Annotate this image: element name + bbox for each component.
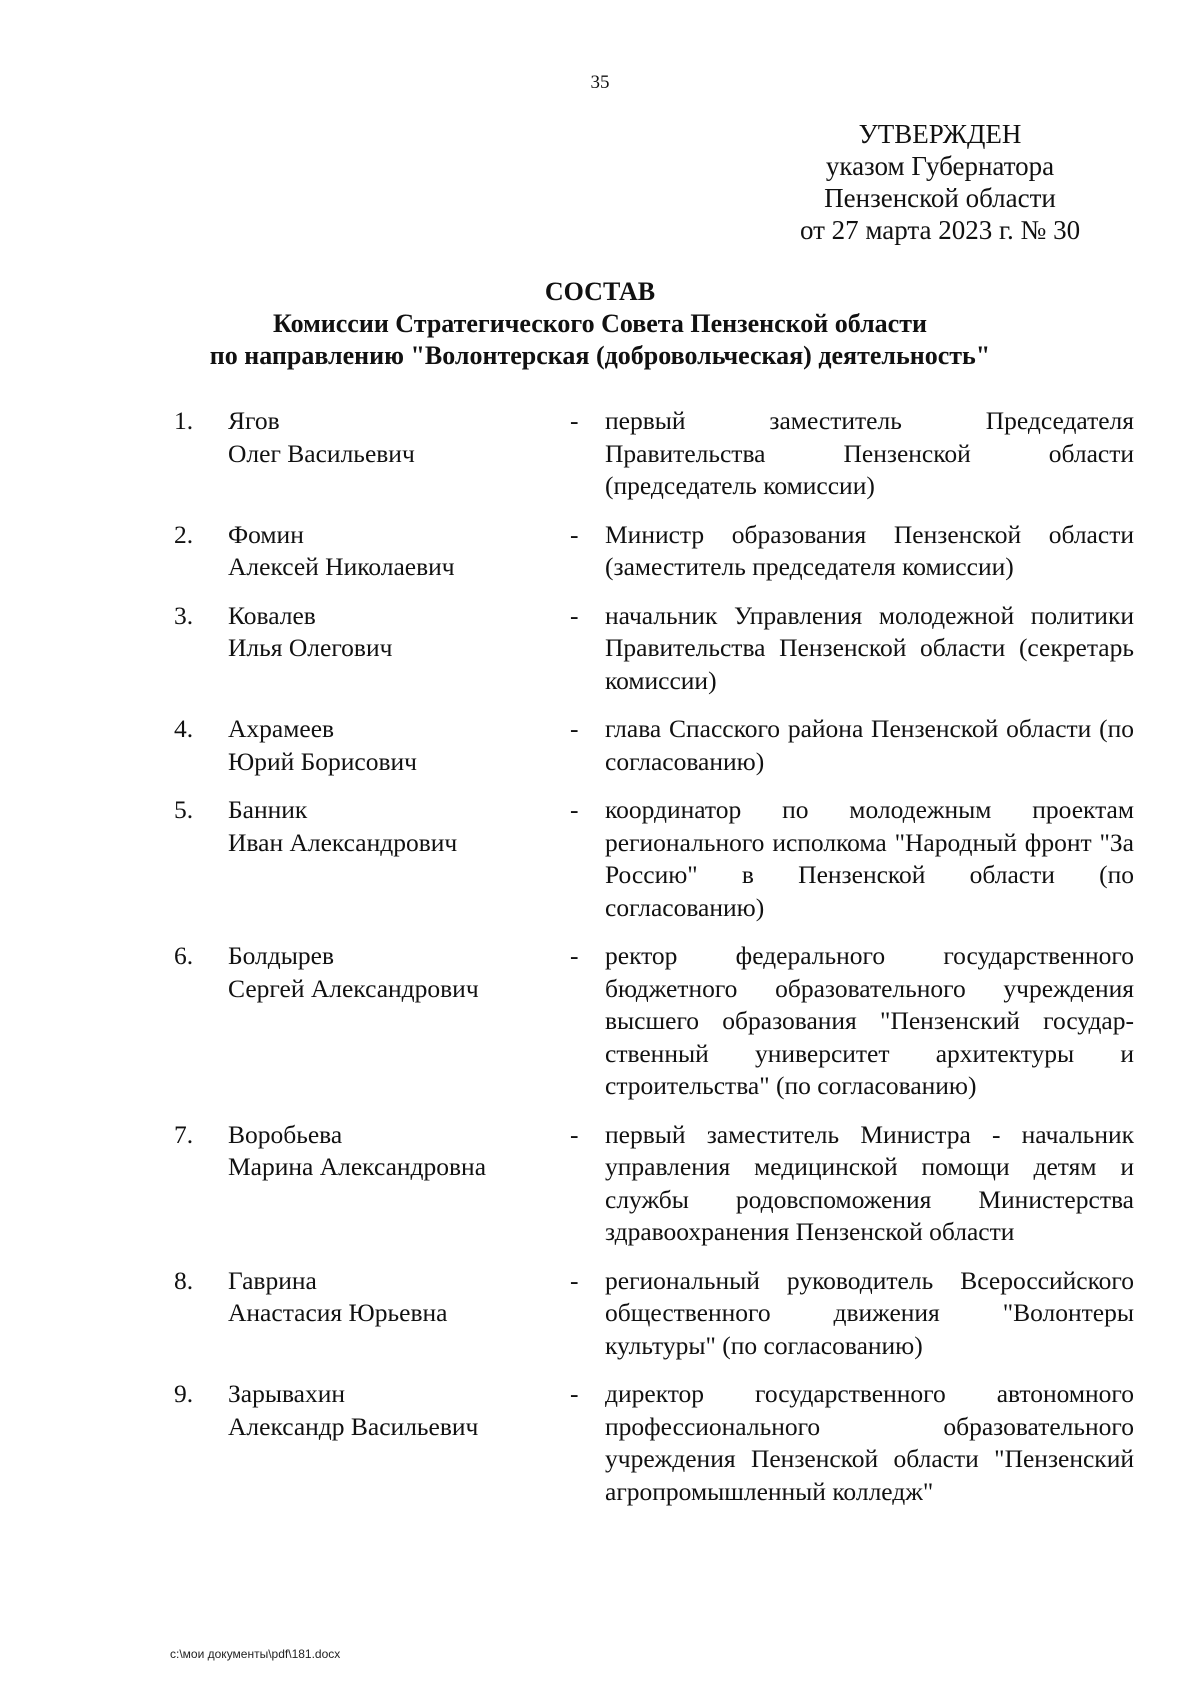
member-dash: - (570, 1119, 579, 1149)
member-name (228, 1378, 570, 1443)
member-dash: - (570, 519, 579, 549)
member-name (228, 794, 570, 859)
member-dash: - (570, 1265, 579, 1295)
member-surname: Ахрамеев (228, 714, 335, 743)
title-heading: СОСТАВ (544, 277, 656, 306)
member-name (228, 600, 570, 665)
member-number: 3. (174, 600, 194, 630)
member-dash: - (570, 406, 579, 435)
member-given-names: Алексей Николаевич (228, 552, 455, 581)
member-role: глава Спасского района Пензенской области (по согласованию) (605, 714, 1134, 776)
member-name (228, 405, 570, 470)
member-item (140, 1119, 1140, 1249)
member-role: первый заместитель Председателя Правительства Пензенской области (председатель комиссии) (605, 406, 1134, 500)
member-number: 9. (174, 1379, 194, 1408)
approval-authority: указом Губернатора (825, 151, 1055, 181)
member-name (228, 519, 570, 584)
member-surname: Ковалев (228, 600, 316, 630)
member-item (140, 600, 1140, 698)
member-dash: - (570, 795, 579, 824)
member-given-names: Илья Олегович (228, 633, 393, 662)
member-surname: Воробьева (228, 1119, 343, 1149)
members-list (140, 405, 1140, 1524)
approval-date: от 27 марта 2023 г. № 30 (799, 215, 1081, 245)
member-name (228, 1265, 570, 1330)
member-number: 5. (174, 795, 194, 824)
member-dash: - (570, 1379, 579, 1408)
member-surname: Банник (228, 795, 308, 824)
document-title (140, 276, 1060, 372)
member-item (140, 794, 1140, 924)
member-role: Министр образования Пензенской области (заместитель председателя комиссии) (605, 519, 1134, 581)
member-given-names: Александр Васильевич (228, 1411, 479, 1441)
member-role: директор государственного автономного профессионального образовательного учреждения Пензенской области "Пензенский агропромышленный колледж" (605, 1379, 1134, 1506)
member-surname: Болдырев (228, 941, 334, 970)
member-item (140, 1265, 1140, 1363)
member-given-names: Сергей Александрович (228, 973, 479, 1003)
member-role: первый заместитель Министра - начальник управления медицинской помощи детям и службы родовспоможения Министерства здравоохранения Пензенской области (605, 1119, 1134, 1246)
member-given-names: Юрий Борисович (228, 746, 417, 776)
member-given-names: Иван Александрович (228, 827, 458, 857)
member-role: ректор федерального государственного бюджетного образовательного учреждения высшего образования "Пензенский государ-ственный университет архитектуры и строительства" (по согласованию) (605, 941, 1134, 1100)
member-number: 6. (174, 941, 194, 970)
file-path-footer: c:\мои документы\pdf\181.docx (170, 1647, 341, 1661)
page-number: 35 (590, 72, 610, 93)
member-number: 1. (174, 406, 194, 435)
member-role: координатор по молодежным проектам регионального исполкома "Народный фронт "За Россию" в Пензенской области (по согласованию) (605, 795, 1134, 922)
member-item (140, 519, 1140, 584)
title-direction: по направлению "Волонтерская (добровольческая) деятельность" (209, 341, 991, 370)
member-surname: Ягов (228, 406, 280, 435)
approval-region: Пензенской области (824, 183, 1056, 213)
member-number: 7. (174, 1119, 194, 1149)
approval-status: УТВЕРЖДЕН (858, 119, 1022, 149)
member-name (228, 713, 570, 778)
member-role: начальник Управления молодежной политики Правительства Пензенской области (секретарь комиссии) (605, 600, 1134, 695)
member-number: 2. (174, 519, 194, 549)
member-given-names: Анастасия Юрьевна (228, 1298, 448, 1327)
member-surname: Зарывахин (228, 1379, 346, 1408)
member-role: региональный руководитель Всероссийского общественного движения "Волонтеры культуры" (по согласованию) (605, 1265, 1134, 1360)
member-given-names: Олег Васильевич (228, 438, 415, 468)
member-dash: - (570, 714, 579, 743)
member-surname: Гаврина (228, 1265, 317, 1295)
title-commission: Комиссии Стратегического Совета Пензенской области (273, 309, 927, 338)
member-dash: - (570, 941, 579, 970)
member-item (140, 1378, 1140, 1508)
member-number: 4. (174, 714, 194, 743)
member-surname: Фомин (228, 519, 304, 549)
member-item (140, 713, 1140, 778)
approval-block (760, 118, 1120, 246)
member-given-names: Марина Александровна (228, 1152, 487, 1181)
member-item (140, 940, 1140, 1103)
member-name (228, 940, 570, 1005)
member-number: 8. (174, 1265, 194, 1295)
member-item (140, 405, 1140, 503)
member-dash: - (570, 600, 579, 630)
member-name (228, 1119, 570, 1184)
